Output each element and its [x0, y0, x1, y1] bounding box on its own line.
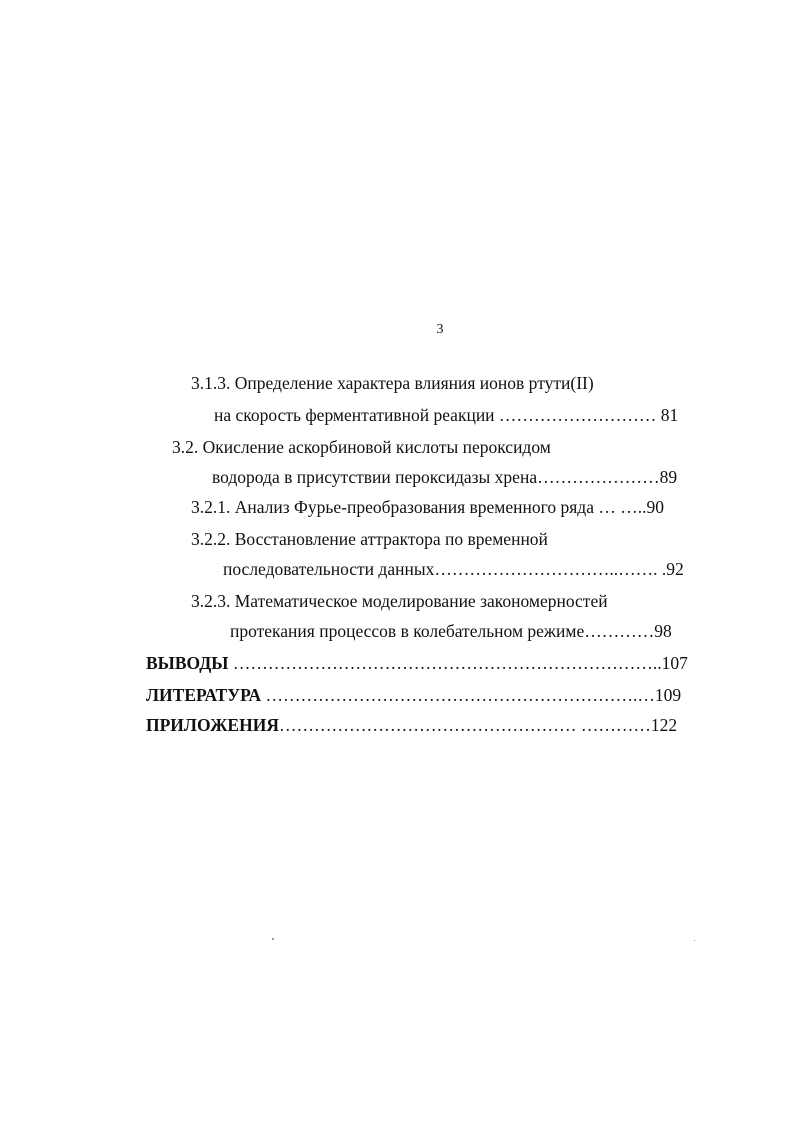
- toc-entry-3-2-line-1: 3.2. Окисление аскорбиновой кислоты пероксидом: [172, 437, 551, 457]
- toc-entry-3-2-3-line-2: протекания процессов в колебательном режиме…………98: [230, 621, 672, 641]
- toc-entry-appendices: [146, 714, 677, 736]
- toc-entry-3-1-3-line-1: 3.1.3. Определение характера влияния ионов ртути(II): [191, 373, 594, 393]
- toc-entry-3-2-1: 3.2.1. Анализ Фурье-преобразования временного ряда … …..90: [191, 497, 664, 517]
- toc-entry-literature: [146, 684, 681, 706]
- toc-entry-3-2-line-2: водорода в присутствии пероксидазы хрена…………………89: [212, 467, 678, 487]
- toc-entry-conclusions: [146, 652, 688, 674]
- toc-entry-appendices-leader: …………………………………………… …………122: [278, 715, 678, 735]
- toc-entry-3-2-3-line-1: 3.2.3. Математическое моделирование закономерностей: [191, 591, 608, 611]
- toc-entry-literature-leader: ……………………………………………………….…109: [261, 685, 682, 705]
- toc-entry-3-2-2-line-1: 3.2.2. Восстановление аттрактора по временной: [191, 529, 548, 549]
- toc-entry-conclusions-leader: ………………………………………………………………..107: [228, 653, 688, 673]
- scan-speck: [694, 940, 695, 941]
- toc-entry-literature-title: ЛИТЕРАТУРА: [146, 685, 262, 705]
- scan-speck: [272, 938, 274, 940]
- toc-entry-appendices-title: ПРИЛОЖЕНИЯ: [146, 715, 279, 735]
- toc-entry-conclusions-title: ВЫВОДЫ: [146, 653, 229, 673]
- page-number: 3: [436, 322, 444, 337]
- toc-entry-3-1-3-line-2: на скорость ферментативной реакции ……………………… 81: [214, 405, 679, 425]
- toc-entry-3-2-2-line-2: последовательности данных…………………………..……. .92: [223, 559, 684, 579]
